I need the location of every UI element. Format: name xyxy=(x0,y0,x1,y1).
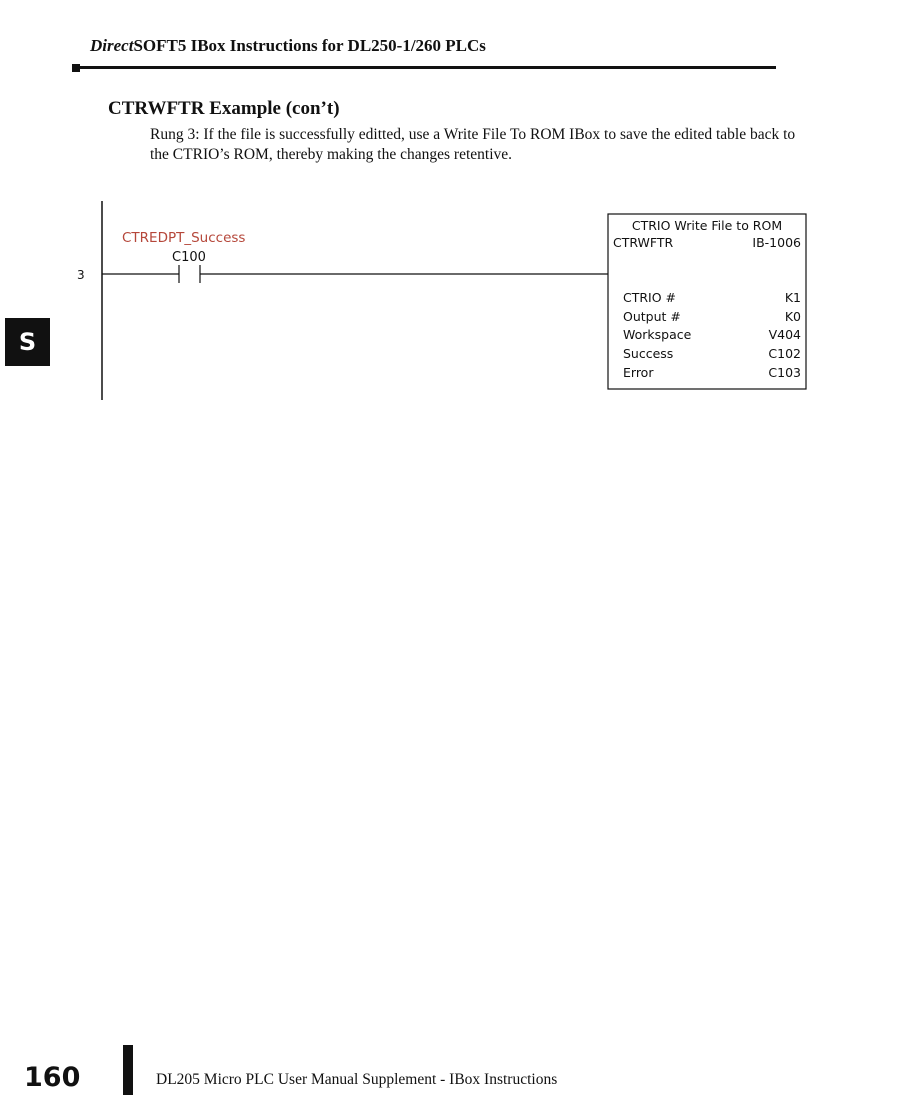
ibox-param-value: C102 xyxy=(768,346,801,361)
ibox-param-label: Success xyxy=(623,346,674,361)
ibox-title: CTRIO Write File to ROM xyxy=(631,218,783,233)
page-header xyxy=(90,36,486,56)
ibox-mnemonic: CTRWFTR xyxy=(613,235,674,250)
ladder-diagram xyxy=(0,195,900,410)
ibox-id: IB-1006 xyxy=(752,235,801,250)
ibox-param-value: K1 xyxy=(784,290,801,305)
section-description: Rung 3: If the file is successfully editted, use a Write File To ROM IBox to save the edited table back to the CTRIO’s ROM, thereby making the changes retentive. xyxy=(150,126,796,163)
page-number: 160 xyxy=(24,1062,81,1093)
footer-bar xyxy=(123,1045,133,1095)
side-tab-label: S xyxy=(18,328,37,356)
header-brand: Direct xyxy=(90,36,134,55)
footer-text: DL205 Micro PLC User Manual Supplement - IBox Instructions xyxy=(156,1071,558,1088)
ibox-param-value: K0 xyxy=(784,309,801,324)
ibox-param-value: V404 xyxy=(768,327,801,342)
ibox-param-label: Output # xyxy=(623,309,681,324)
rung-number: 3 xyxy=(77,268,85,282)
ibox-param-value: C103 xyxy=(768,365,801,380)
contact-nickname: CTREDPT_Success xyxy=(122,230,246,246)
section-title: CTRWFTR Example (con’t) xyxy=(108,98,340,119)
ibox-param-label: CTRIO # xyxy=(623,290,677,305)
ibox-param-label: Error xyxy=(623,365,654,380)
header-rule xyxy=(76,66,776,69)
contact-address: C100 xyxy=(172,250,206,265)
ibox-param-label: Workspace xyxy=(623,327,692,342)
header-title: SOFT5 IBox Instructions for DL250-1/260 PLCs xyxy=(133,36,486,55)
